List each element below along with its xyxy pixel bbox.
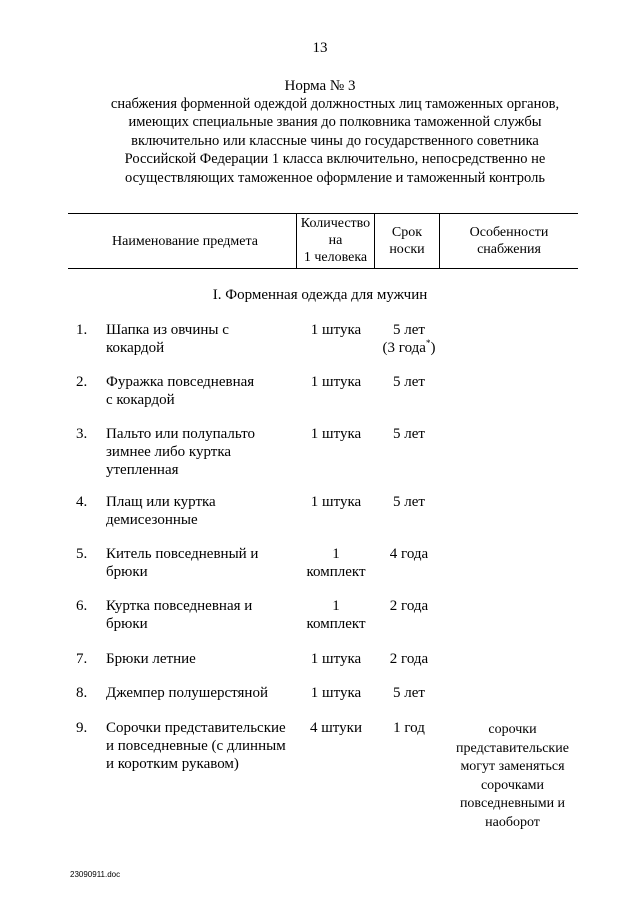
footer-doc-name: 23090911.doc bbox=[70, 870, 121, 879]
item-quantity-line: 1 штука bbox=[310, 374, 362, 390]
item-name-line: Джемпер полушерстяной bbox=[106, 685, 268, 701]
item-number: 1. bbox=[76, 322, 88, 338]
norm-title: Норма № 3 bbox=[284, 78, 356, 94]
item-name-line: Сорочки представительские bbox=[106, 720, 286, 736]
item-number: 3. bbox=[76, 426, 88, 442]
item-quantity bbox=[296, 545, 376, 581]
item-term bbox=[376, 719, 442, 737]
item-name bbox=[106, 321, 296, 357]
item-quantity bbox=[296, 684, 376, 702]
header-term-line: носки bbox=[389, 242, 425, 257]
item-term bbox=[376, 545, 442, 563]
item-name-line: Пальто или полупальто bbox=[106, 426, 256, 442]
header-term bbox=[375, 224, 439, 258]
item-notes-line: сорочками bbox=[480, 777, 545, 793]
item-name-line: и повседневные (с длинным bbox=[106, 738, 286, 754]
item-quantity-line: комплект bbox=[306, 564, 366, 580]
item-name-line: с кокардой bbox=[106, 392, 175, 408]
item-name-line: брюки bbox=[106, 616, 148, 632]
item-quantity bbox=[296, 425, 376, 443]
item-term-line: 5 лет bbox=[393, 426, 425, 442]
item-term-line: 5 лет bbox=[393, 374, 425, 390]
item-notes-line: наоборот bbox=[485, 814, 540, 830]
item-term bbox=[376, 597, 442, 615]
item-name-line: зимнее либо куртка bbox=[106, 444, 232, 460]
item-term bbox=[376, 650, 442, 668]
item-term-line: 1 год bbox=[393, 720, 425, 736]
item-term-line: 5 лет bbox=[393, 322, 425, 338]
item-term-line: (3 года bbox=[382, 340, 426, 356]
subtitle-line: включительно или классные чины до государственного советника bbox=[131, 132, 539, 149]
item-term bbox=[376, 425, 442, 443]
item-number: 2. bbox=[76, 374, 88, 390]
table-bottom-rule bbox=[68, 268, 578, 269]
item-notes-line: повседневными и bbox=[459, 796, 566, 812]
item-quantity-line: 1 bbox=[332, 598, 340, 614]
item-name bbox=[106, 425, 296, 479]
item-term bbox=[376, 493, 442, 511]
item-notes-line: сорочки bbox=[488, 722, 537, 737]
item-quantity bbox=[296, 493, 376, 511]
item-notes bbox=[440, 721, 585, 833]
item-name-line: Фуражка повседневная bbox=[106, 374, 255, 390]
item-number: 5. bbox=[76, 546, 88, 562]
section-title: I. Форменная одежда для мужчин bbox=[212, 287, 428, 303]
item-quantity bbox=[296, 597, 376, 633]
item-name-line: кокардой bbox=[106, 340, 165, 356]
item-term bbox=[376, 684, 442, 702]
item-number: 7. bbox=[76, 651, 88, 667]
item-name-line: и коротким рукавом) bbox=[106, 756, 239, 772]
item-quantity bbox=[296, 650, 376, 668]
item-notes-line: представительские bbox=[456, 740, 569, 756]
item-name bbox=[106, 545, 296, 581]
item-name bbox=[106, 373, 296, 409]
item-term bbox=[376, 373, 442, 391]
item-quantity-line: 1 штука bbox=[310, 426, 362, 442]
item-name bbox=[106, 493, 296, 529]
item-number: 8. bbox=[76, 685, 88, 701]
item-term-line-with-mark: (3 года*) bbox=[382, 338, 436, 356]
header-quantity bbox=[297, 215, 374, 266]
item-term-line: 4 года bbox=[389, 546, 429, 562]
header-quantity-line: Количество bbox=[300, 216, 371, 231]
header-notes-line: Особенности bbox=[469, 225, 549, 240]
header-notes-line: снабжения bbox=[477, 242, 541, 257]
item-name bbox=[106, 719, 296, 773]
item-number: 6. bbox=[76, 598, 88, 614]
item-name bbox=[106, 597, 296, 633]
subtitle-line: имеющих специальные звания до полковника таможенной службы bbox=[128, 114, 542, 131]
item-name-line: Куртка повседневная и bbox=[106, 598, 253, 614]
item-name-line: Шапка из овчины с bbox=[106, 322, 229, 338]
item-quantity-line: 4 штуки bbox=[310, 720, 362, 736]
subtitle-line: Российской Федерации 1 класса включительно, непосредственно не bbox=[124, 151, 546, 168]
header-notes bbox=[440, 224, 578, 258]
item-quantity-line: 1 штука bbox=[310, 322, 362, 338]
item-quantity bbox=[296, 719, 376, 737]
item-name-line: Брюки летние bbox=[106, 651, 196, 667]
subtitle-line: снабжения форменной одеждой должностных лиц таможенных органов, bbox=[110, 96, 560, 112]
footnote-mark: * bbox=[425, 338, 431, 348]
item-name-line: Китель повседневный и bbox=[106, 546, 259, 562]
header-quantity-line: на bbox=[328, 233, 343, 248]
header-name bbox=[100, 233, 270, 250]
item-name-line: брюки bbox=[106, 564, 148, 580]
item-quantity-line: 1 штука bbox=[310, 685, 362, 701]
item-quantity bbox=[296, 373, 376, 391]
item-term bbox=[376, 321, 442, 357]
item-name-line: утепленная bbox=[106, 462, 179, 478]
item-name bbox=[106, 684, 296, 702]
item-term-line: 5 лет bbox=[393, 685, 425, 701]
item-term-line: 2 года bbox=[389, 598, 429, 614]
page-number: 13 bbox=[312, 40, 328, 56]
item-name-line: демисезонные bbox=[106, 512, 198, 528]
item-notes-line: могут заменяться bbox=[460, 759, 565, 775]
item-name bbox=[106, 650, 296, 668]
table-top-rule bbox=[68, 213, 578, 214]
header-name-label: Наименование предмета bbox=[112, 234, 258, 249]
item-name-line: Плащ или куртка bbox=[106, 494, 216, 510]
item-term-line: 5 лет bbox=[393, 494, 425, 510]
item-term-line: 2 года bbox=[389, 651, 429, 667]
item-quantity-line: комплект bbox=[306, 616, 366, 632]
item-quantity bbox=[296, 321, 376, 339]
item-quantity-line: 1 штука bbox=[310, 494, 362, 510]
item-quantity-line: 1 bbox=[332, 546, 340, 562]
item-number: 9. bbox=[76, 720, 88, 736]
header-quantity-line: 1 человека bbox=[303, 250, 368, 265]
item-quantity-line: 1 штука bbox=[310, 651, 362, 667]
header-term-line: Срок bbox=[391, 225, 423, 240]
norm-subtitle bbox=[70, 95, 600, 187]
subtitle-line: осуществляющих таможенное оформление и таможенный контроль bbox=[125, 169, 545, 186]
item-number: 4. bbox=[76, 494, 88, 510]
